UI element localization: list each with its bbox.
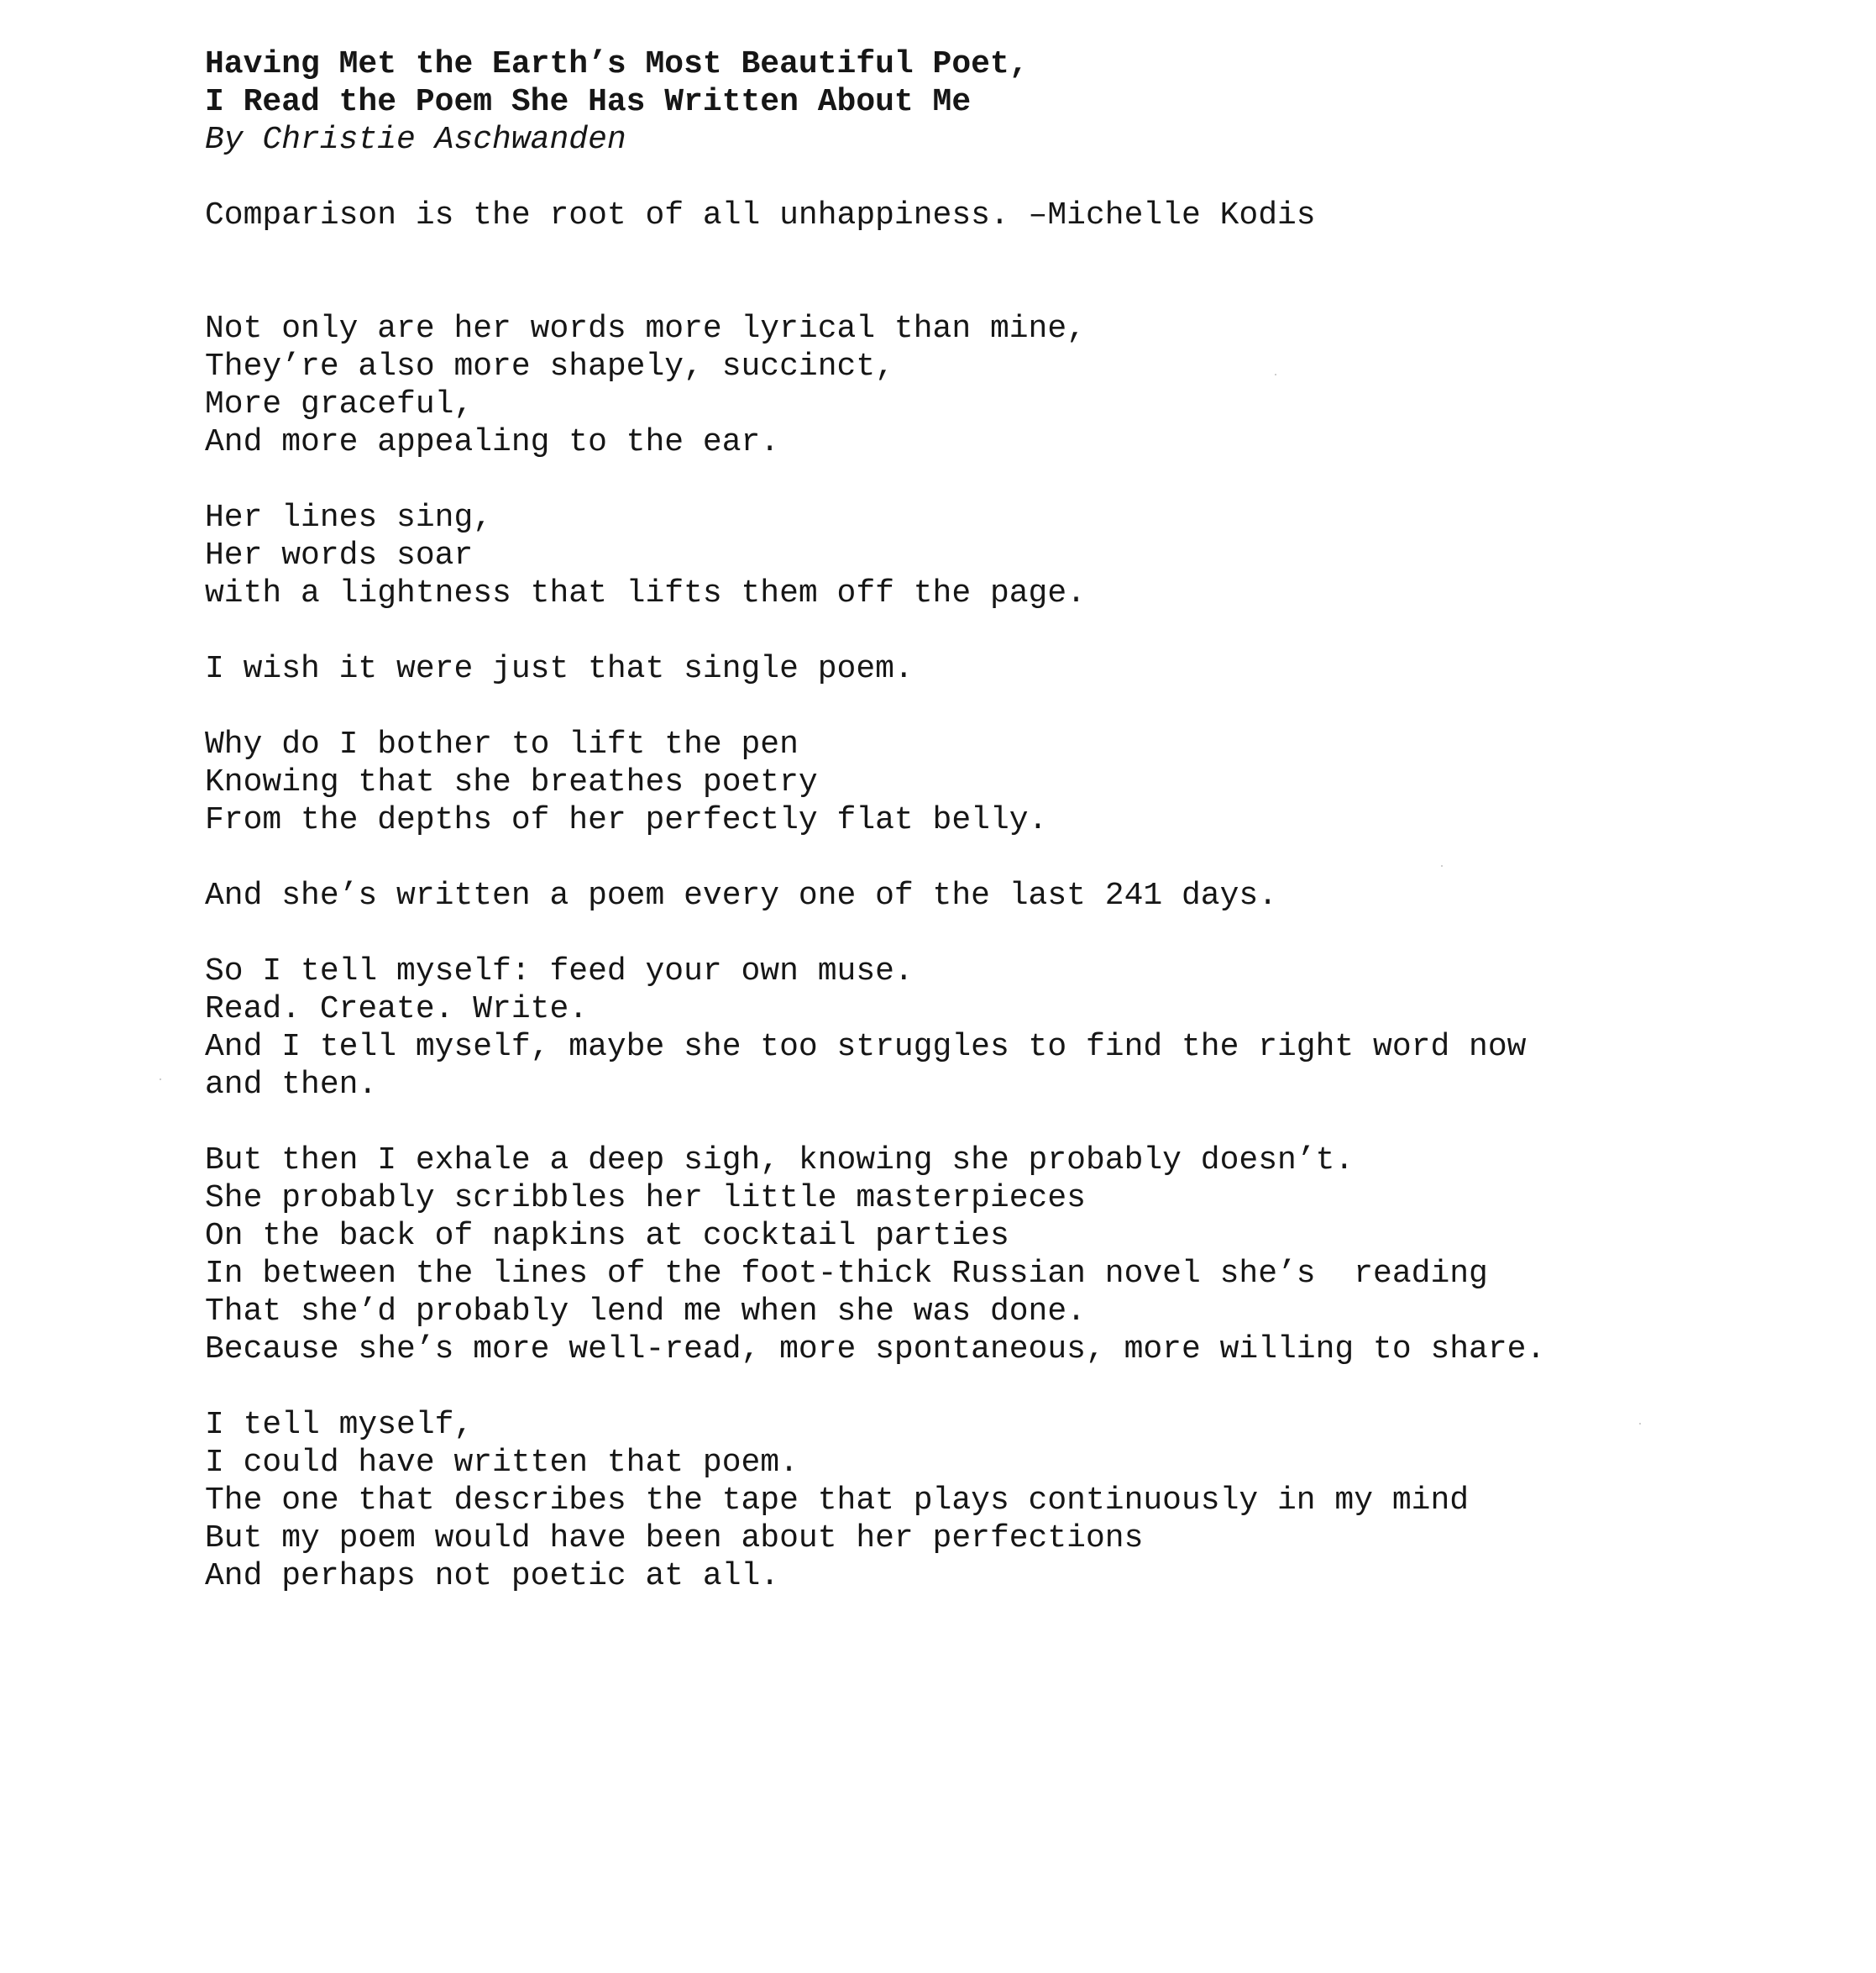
poem-line: They’re also more shapely, succinct, — [205, 349, 894, 385]
poem-title — [205, 45, 1750, 121]
stanza — [205, 1141, 1750, 1368]
title-line: I Read the Poem She Has Written About Me — [205, 84, 972, 120]
poem-line: I wish it were just that single poem. — [205, 651, 914, 687]
poem-line: Why do I bother to lift the pen — [205, 727, 799, 763]
poem-line: Knowing that she breathes poetry — [205, 764, 818, 800]
poem-line: But then I exhale a deep sigh, knowing she probably doesn’t. — [205, 1142, 1355, 1178]
author-byline: By Christie Aschwanden — [205, 122, 626, 158]
poem-line: She probably scribbles her little masterpieces — [205, 1180, 1086, 1216]
epigraph: Comparison is the root of all unhappiness. –Michelle Kodis — [205, 197, 1316, 234]
poem-line: Because she’s more well-read, more spontaneous, more willing to share. — [205, 1331, 1546, 1367]
stanza — [205, 499, 1750, 612]
scan-speck — [1639, 1423, 1641, 1425]
scan-speck — [160, 1078, 161, 1080]
poem-line: Her words soar — [205, 538, 474, 574]
poem-line: That she’d probably lend me when she was done. — [205, 1293, 1086, 1330]
stanza — [205, 952, 1750, 1104]
scan-speck — [1441, 865, 1443, 867]
poem-line: Her lines sing, — [205, 500, 493, 536]
poem-line: I could have written that poem. — [205, 1445, 799, 1481]
stanza — [205, 310, 1750, 461]
poem-line: And I tell myself, maybe she too struggles to find the right word now — [205, 1029, 1527, 1065]
poem-line: But my poem would have been about her perfections — [205, 1520, 1144, 1556]
poem-body — [205, 45, 1750, 1595]
poem-line: Not only are her words more lyrical than mine, — [205, 311, 1086, 347]
title-line: Having Met the Earth’s Most Beautiful Poet, — [205, 46, 1029, 82]
poem-line: with a lightness that lifts them off the page. — [205, 575, 1086, 611]
poem-line: and then. — [205, 1067, 378, 1103]
poem-line: From the depths of her perfectly flat belly. — [205, 802, 1048, 838]
poem-line: So I tell myself: feed your own muse. — [205, 953, 914, 989]
poem-line: The one that describes the tape that plays continuously in my mind — [205, 1482, 1470, 1519]
poem-line: In between the lines of the foot-thick Russian novel she’s reading — [205, 1256, 1488, 1292]
stanza — [205, 650, 1750, 688]
poem-line: On the back of napkins at cocktail parties — [205, 1218, 1009, 1254]
poem-line: And she’s written a poem every one of the last 241 days. — [205, 878, 1278, 914]
poem-line: And perhaps not poetic at all. — [205, 1558, 780, 1594]
scan-speck — [1275, 374, 1276, 375]
poem-line: And more appealing to the ear. — [205, 424, 780, 460]
stanza — [205, 726, 1750, 839]
poem-line: More graceful, — [205, 386, 474, 422]
poem-line: I tell myself, — [205, 1407, 474, 1443]
stanza — [205, 1406, 1750, 1595]
stanza — [205, 877, 1750, 915]
poem-line: Read. Create. Write. — [205, 991, 589, 1027]
